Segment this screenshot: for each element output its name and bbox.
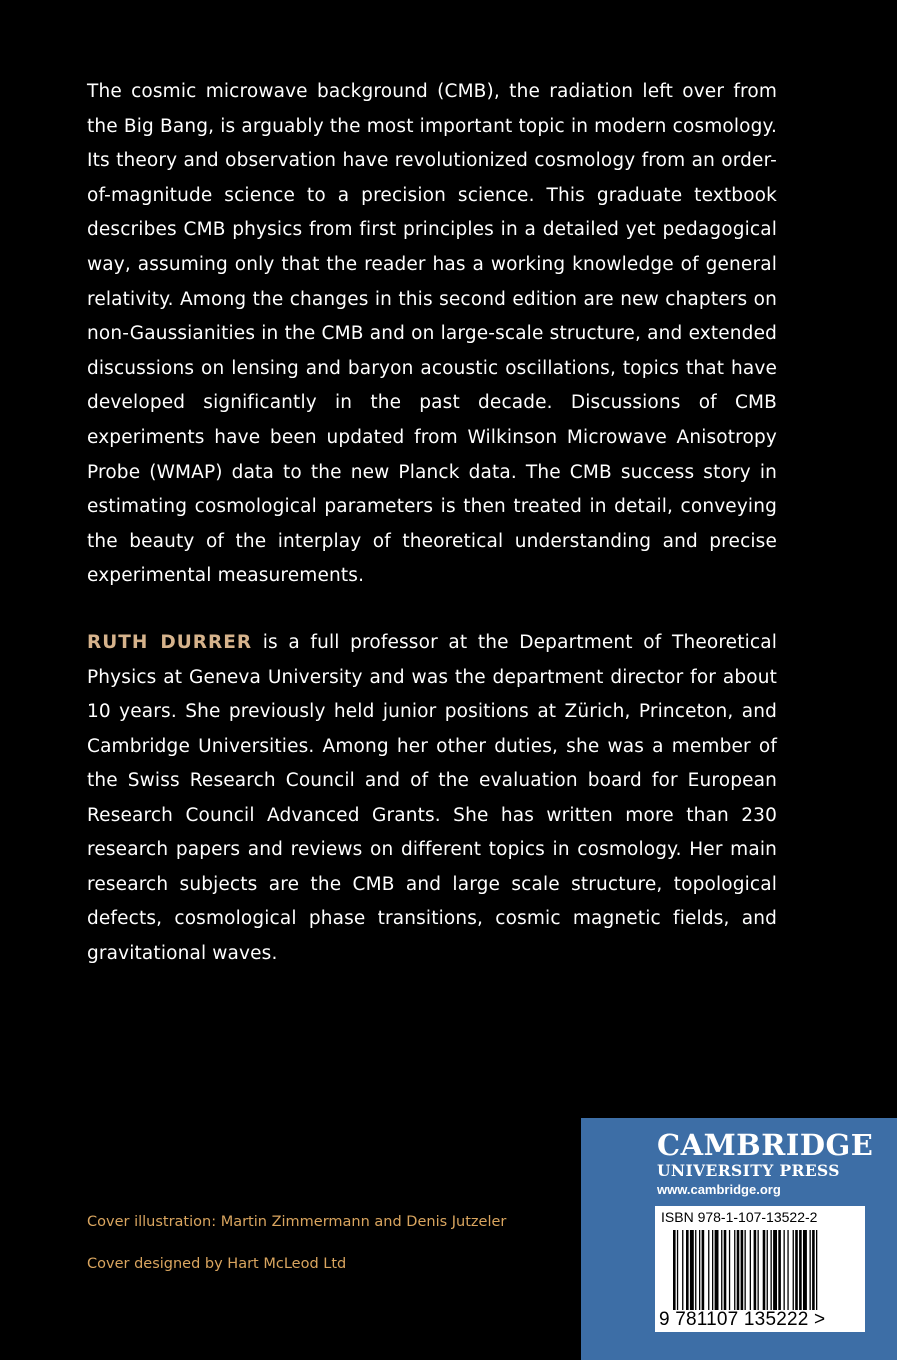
- barcode-bars: [673, 1230, 859, 1310]
- barcode-bar: [803, 1230, 807, 1310]
- cover-design-credit: Cover designed by Hart McLeod Ltd: [87, 1256, 347, 1272]
- barcode-bar: [816, 1230, 817, 1310]
- publisher-name: CAMBRIDGE: [657, 1128, 874, 1162]
- author-bio-text: is a full professor at the Department of Theoretical Physics at Geneva University and was the department director for about 10 years. She previously held junior positions at Zürich, Princeton, and Cambridge Universities. Among her other duties, she was a member of the Swiss Research Council and of the evaluation board for European Research Council Advanced Grants. She has written more than 230 research papers and reviews on different topics in cosmology. Her main research subjects are the CMB and large scale structure, topological defects, cosmological phase transitions, cosmic magnetic fields, and gravitational waves.: [87, 632, 777, 964]
- barcode-bar: [741, 1230, 744, 1310]
- barcode-bar: [677, 1230, 678, 1310]
- barcode-bar: [812, 1230, 815, 1310]
- barcode-bar: [699, 1230, 700, 1310]
- author-biography: [87, 626, 777, 971]
- barcode-bar: [729, 1230, 730, 1310]
- publisher-panel: [581, 1118, 897, 1360]
- barcode-bar: [686, 1230, 689, 1310]
- barcode-bar: [708, 1230, 709, 1310]
- barcode-bar: [773, 1230, 777, 1310]
- barcode-bar: [673, 1230, 676, 1310]
- barcode-bar: [695, 1230, 696, 1310]
- barcode-bar: [750, 1230, 751, 1310]
- barcode-bar: [795, 1230, 798, 1310]
- barcode-bar: [737, 1230, 740, 1310]
- barcode-bar: [763, 1230, 766, 1310]
- barcode-bar: [745, 1230, 746, 1310]
- barcode-bar: [787, 1230, 788, 1310]
- barcode-bar: [734, 1230, 735, 1310]
- barcode-bar: [724, 1230, 727, 1310]
- publisher-website: www.cambridge.org: [657, 1182, 781, 1197]
- publisher-subtitle: UNIVERSITY PRESS: [657, 1161, 840, 1180]
- book-description: The cosmic microwave background (CMB), the radiation left over from the Big Bang, is arguably the most important topic in modern cosmology. Its theory and observation have revolutionized cosmology from an order-of-magnitude science to a precision science. This graduate textbook describes CMB physics from first principles in a detailed yet pedagogical way, assuming only that the reader has a working knowledge of general relativity. Among the changes in this second edition are new chapters on non-Gaussianities in the CMB and on large-scale structure, and extended discussions on lensing and baryon acoustic oscillations, topics that have developed significantly in the past decade. Discussions of CMB experiments have been updated from Wilkinson Microwave Anisotropy Probe (WMAP) data to the new Planck data. The CMB success story in estimating cosmological parameters is then treated in detail, conveying the beauty of the interplay of theoretical understanding and precise experimental measurements.: [87, 81, 777, 587]
- barcode-bar: [715, 1230, 719, 1310]
- barcode-bar: [721, 1230, 722, 1310]
- barcode-digits: 9 781107 135222 >: [659, 1309, 826, 1330]
- barcode-bar: [767, 1230, 768, 1310]
- barcode-block: [655, 1206, 865, 1332]
- isbn-label: ISBN 978-1-107-13522-2: [661, 1209, 818, 1225]
- cover-illustration-credit: Cover illustration: Martin Zimmermann and Denis Jutzeler: [87, 1214, 507, 1230]
- barcode-bar: [702, 1230, 705, 1310]
- barcode-bar: [754, 1230, 757, 1310]
- barcode-bar: [771, 1230, 772, 1310]
- barcode-bar: [758, 1230, 759, 1310]
- barcode-bar: [793, 1230, 794, 1310]
- barcode-bar: [784, 1230, 785, 1310]
- barcode-bar: [799, 1230, 802, 1310]
- barcode-bar: [712, 1230, 713, 1310]
- barcode-bar: [682, 1230, 683, 1310]
- barcode-bar: [810, 1230, 811, 1310]
- barcode-bar: [778, 1230, 781, 1310]
- barcode-bar: [690, 1230, 694, 1310]
- author-name: RUTH DURRER: [87, 632, 253, 653]
